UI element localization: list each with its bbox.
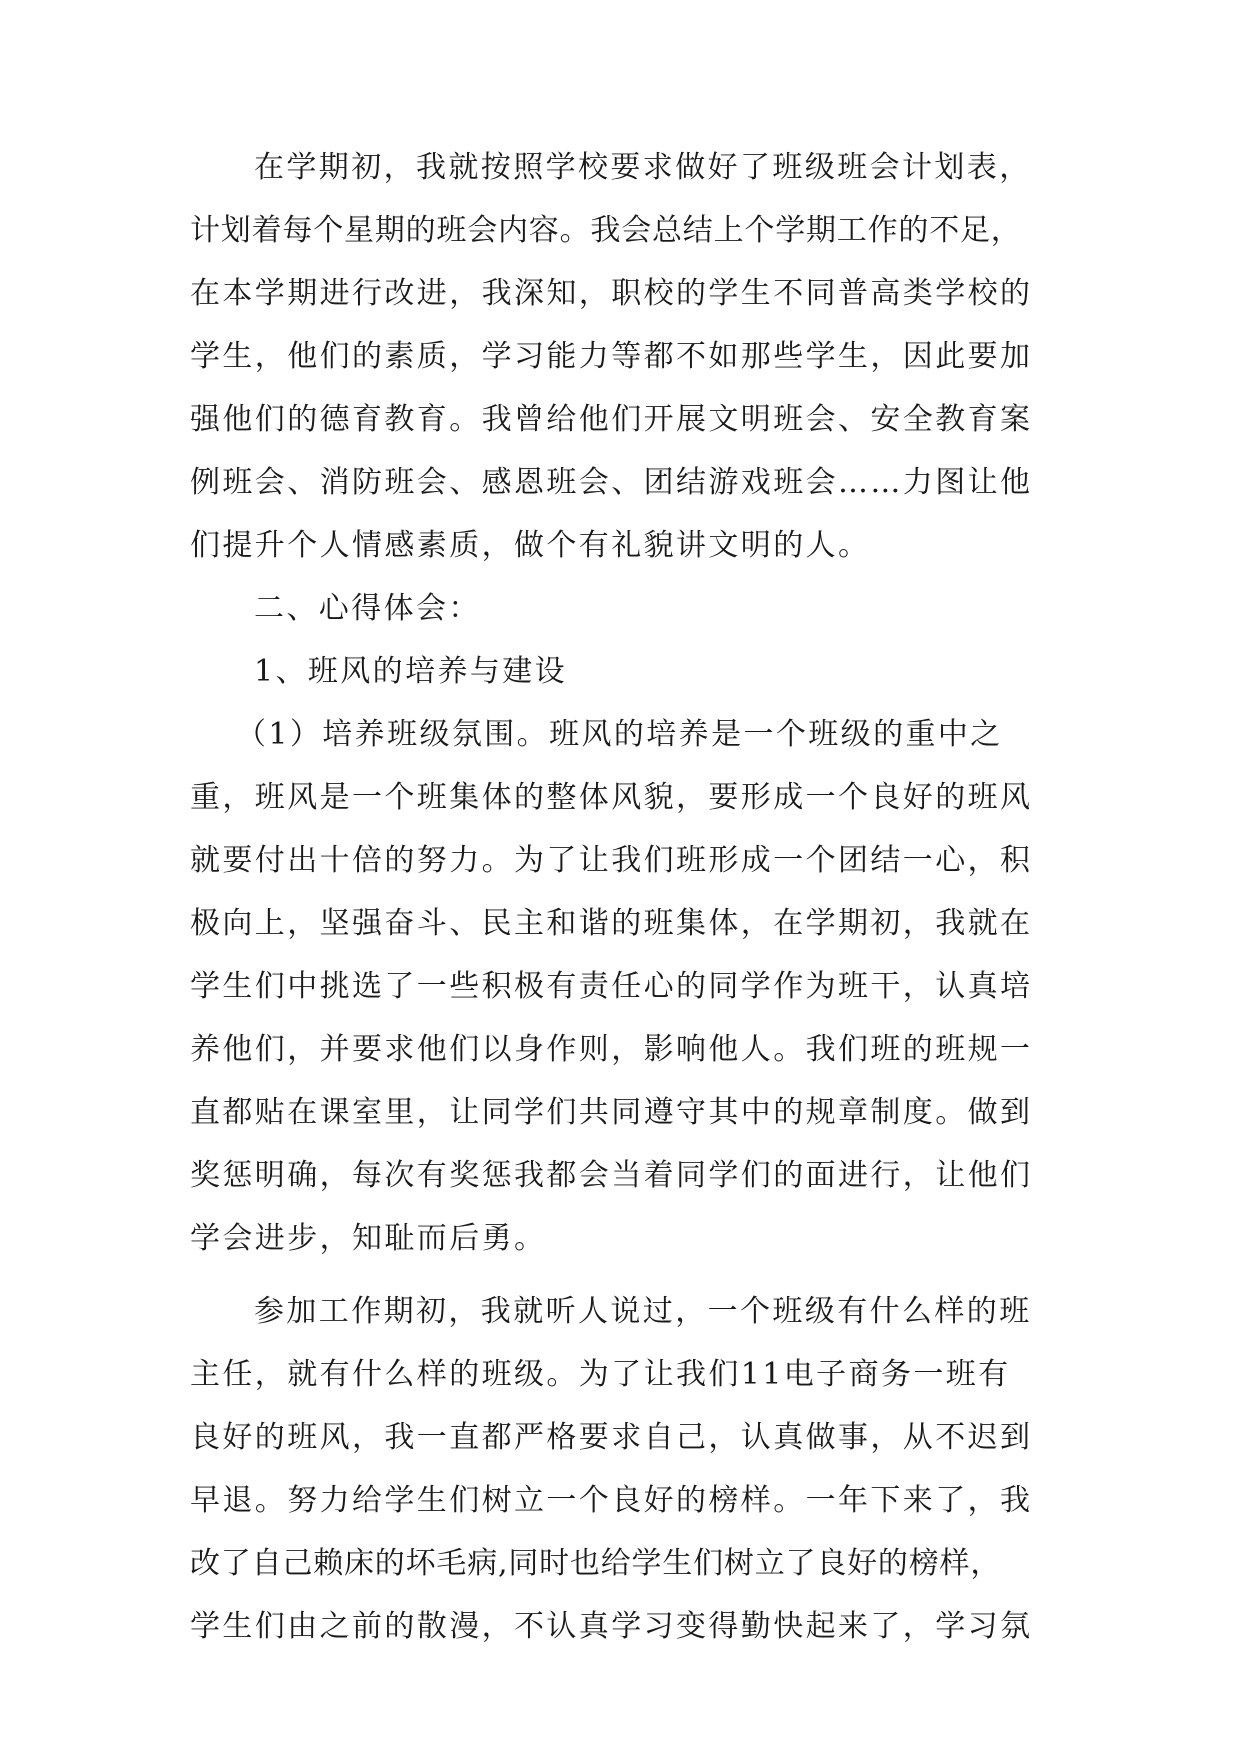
subsection-heading: 1、班风的培养与建设 bbox=[254, 654, 568, 689]
paragraph-line: 计划着每个星期的班会内容。我会总结上个学期工作的不足， bbox=[190, 213, 1022, 248]
paragraph-line: 们提升个人情感素质，做个有礼貌讲文明的人。 bbox=[190, 528, 871, 563]
paragraph-line: 极向上，坚强奋斗、民主和谐的班集体，在学期初，我就在 bbox=[190, 906, 1033, 941]
paragraph-line: 学生们由之前的散漫，不认真学习变得勤快起来了，学习氛 bbox=[190, 1609, 1033, 1644]
paragraph-line: 参加工作期初，我就听人说过，一个班级有什么样的班 bbox=[254, 1294, 1032, 1329]
paragraph-line: 养他们，并要求他们以身作则，影响他人。我们班的班规一 bbox=[190, 1032, 1033, 1067]
paragraph-line: 良好的班风，我一直都严格要求自己，认真做事，从不迟到 bbox=[190, 1420, 1033, 1455]
paragraph-line: 主任，就有什么样的班级。为了让我们11电子商务一班有 bbox=[190, 1357, 1011, 1392]
paragraph-line: 例班会、消防班会、感恩班会、团结游戏班会……力图让他 bbox=[190, 465, 1033, 500]
paragraph-line: 学会进步，知耻而后勇。 bbox=[190, 1221, 547, 1256]
paragraph-line: 早退。努力给学生们树立一个良好的榜样。一年下来了，我 bbox=[190, 1483, 1033, 1518]
paragraph-line: 在学期初，我就按照学校要求做好了班级班会计划表， bbox=[254, 150, 1032, 185]
paragraph-line: 奖惩明确，每次有奖惩我都会当着同学们的面进行，让他们 bbox=[190, 1158, 1033, 1193]
section-heading: 二、心得体会： bbox=[254, 591, 481, 626]
paragraph-line: 强他们的德育教育。我曾给他们开展文明班会、安全教育案 bbox=[190, 402, 1033, 437]
paragraph-line: 学生，他们的素质，学习能力等都不如那些学生，因此要加 bbox=[190, 339, 1033, 374]
paragraph-line: 就要付出十倍的努力。为了让我们班形成一个团结一心，积 bbox=[190, 843, 1033, 878]
paragraph-line: 重，班风是一个班集体的整体风貌，要形成一个良好的班风 bbox=[190, 780, 1033, 815]
paragraph-line: 直都贴在课室里，让同学们共同遵守其中的规章制度。做到 bbox=[190, 1095, 1033, 1130]
paragraph-line: （1）培养班级氛围。班风的培养是一个班级的重中之 bbox=[236, 717, 1003, 752]
paragraph-line: 改了自己赖床的坏毛病,同时也给学生们树立了良好的榜样， bbox=[190, 1546, 1002, 1581]
paragraph-line: 学生们中挑选了一些积极有责任心的同学作为班干，认真培 bbox=[190, 969, 1033, 1004]
paragraph-line: 在本学期进行改进，我深知，职校的学生不同普高类学校的 bbox=[190, 276, 1033, 311]
